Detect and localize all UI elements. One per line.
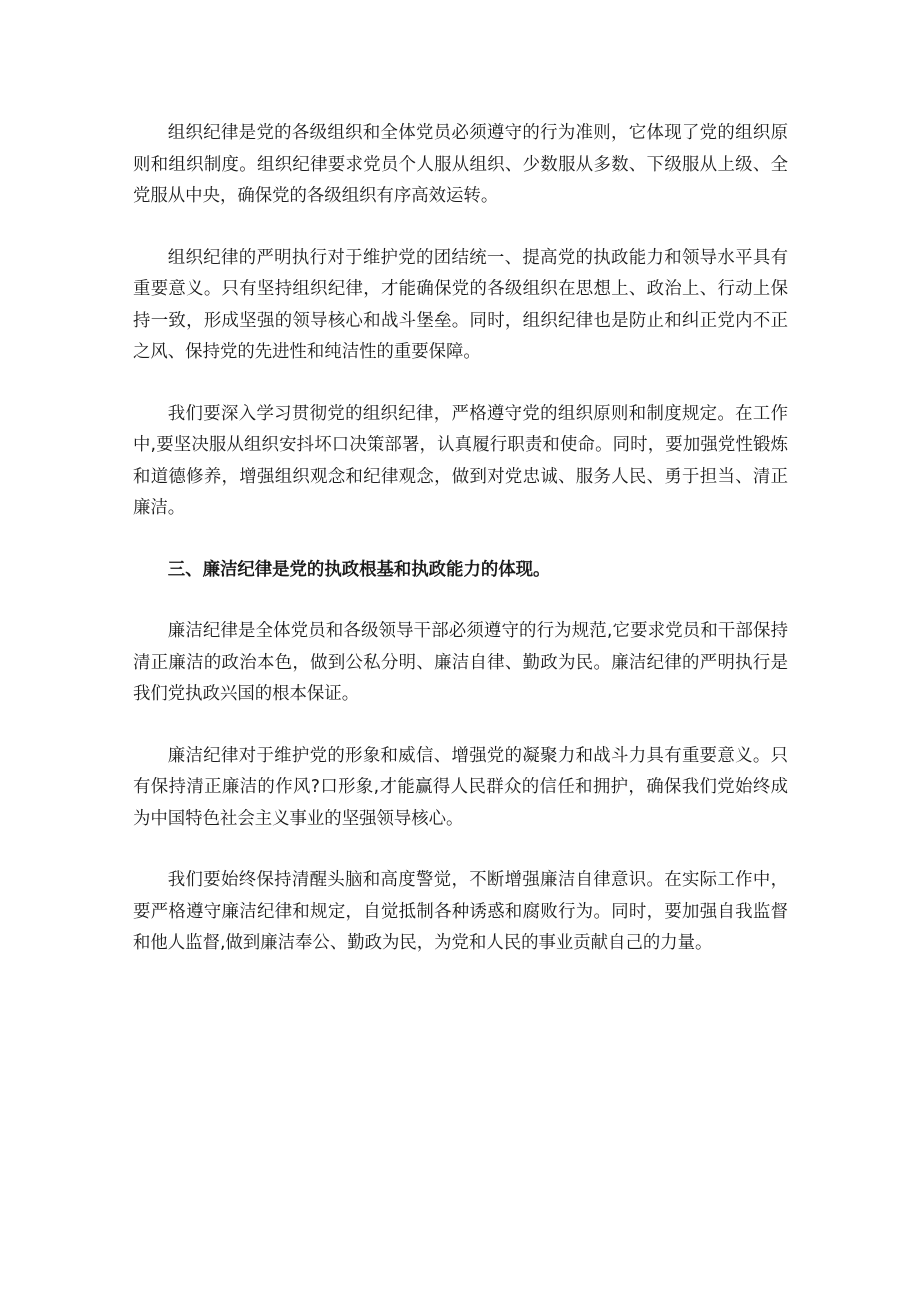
paragraph-org-discipline-significance: 组织纪律的严明执行对于维护党的团结统一、提高党的执政能力和领导水平具有重要意义。只有坚持组织纪律，才能确保党的各级组织在思想上、政治上、行动上保持一致，形成坚强的领导核心和战斗堡垒。同时，组织纪律也是防止和纠正党内不正之风、保持党的先进性和纯洁性的重要保障。: [133, 247, 788, 362]
paragraph-integrity-discipline-practice: 我们要始终保持清醒头脑和高度警觉，不断增强廉洁自律意识。在实际工作中，要严格遵守廉洁纪律和规定，自觉抵制各种诱惑和腐败行为。同时，要加强自我监督和他人监督,做到廉洁奉公、勤政为民，为党和人民的事业贡献自己的力量。: [133, 870, 788, 953]
document-body: [133, 118, 788, 960]
paragraph-integrity-discipline-definition: 廉洁纪律是全体党员和各级领导干部必须遵守的行为规范,它要求党员和干部保持清正廉洁的政治本色，做到公私分明、廉洁自律、勤政为民。廉洁纪律的严明执行是我们党执政兴国的根本保证。: [133, 621, 788, 704]
paragraph-org-discipline-practice: 我们要深入学习贯彻党的组织纪律，严格遵守党的组织原则和制度规定。在工作中,要坚决服从组织安抖坏口决策部署，认真履行职责和使命。同时，要加强党性锻炼和道德修养，增强组织观念和纪律观念，做到对党忠诚、服务人民、勇于担当、清正廉洁。: [133, 403, 788, 518]
paragraph-org-discipline-definition: 组织纪律是党的各级组织和全体党员必须遵守的行为准则，它体现了党的组织原则和组织制度。组织纪律要求党员个人服从组织、少数服从多数、下级服从上级、全党服从中央，确保党的各级组织有序高效运转。: [133, 123, 788, 206]
section-heading-integrity-discipline: 三、廉洁纪律是党的执政根基和执政能力的体现。: [167, 559, 551, 580]
paragraph-integrity-discipline-significance: 廉洁纪律对于维护党的形象和威信、增强党的凝聚力和战斗力具有重要意义。只有保持清正廉洁的作风?口形象,才能赢得人民群众的信任和拥护，确保我们党始终成为中国特色社会主义事业的坚强领导核心。: [133, 745, 788, 829]
